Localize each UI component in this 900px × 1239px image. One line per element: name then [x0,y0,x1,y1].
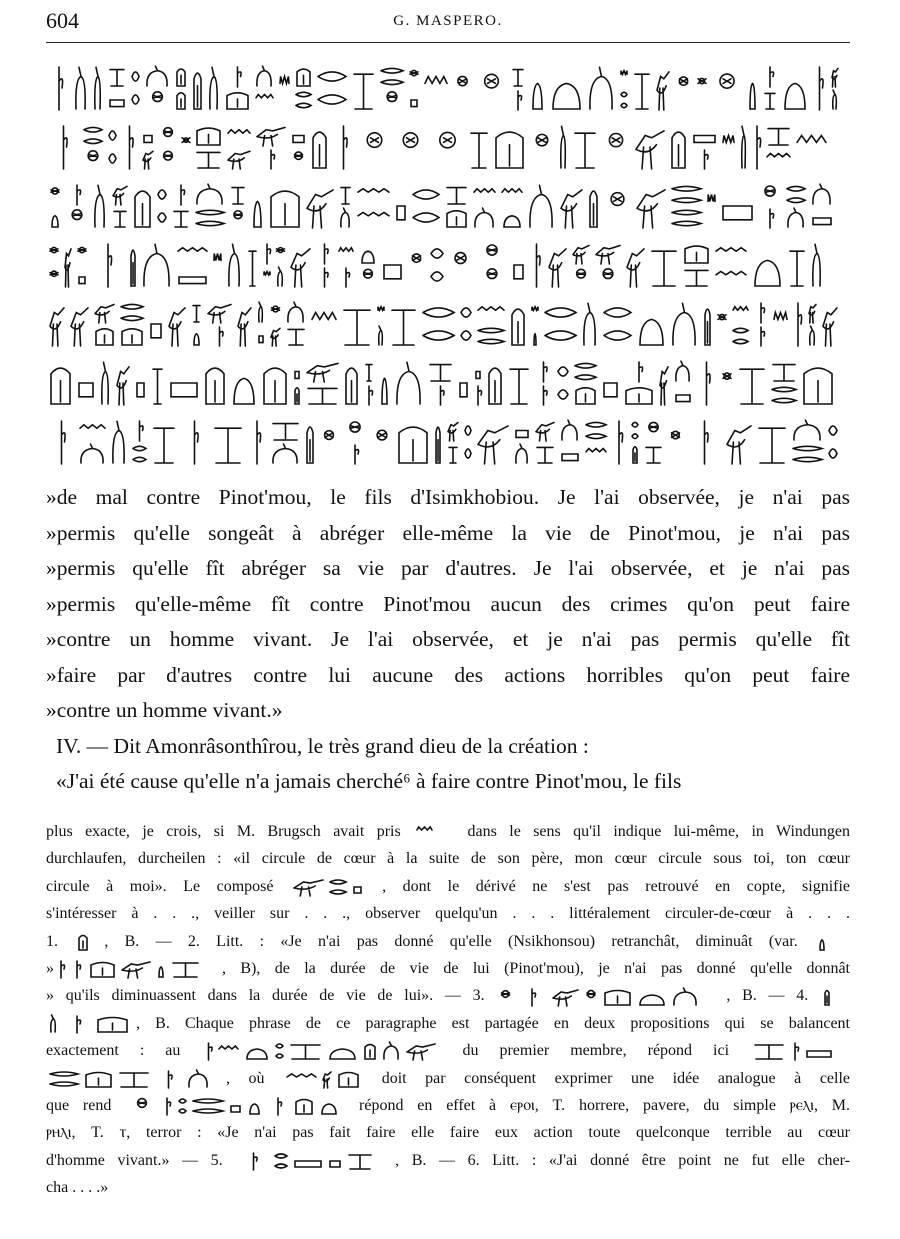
translation-line: »contre un homme vivant. Je l'ai observée, et je n'ai pas permis qu'elle fît [46,627,850,651]
hieroglyph-inline [750,1040,850,1062]
footnote-text: du premier membre, répond ici [462,1042,730,1060]
footnote-line: cha . . . .» [46,1179,109,1197]
footnote-line [46,928,850,955]
hieroglyph-line-4 [46,241,850,289]
footnote-text: » qu'ils diminuassent dans la durée de vie de lui». — 3. [46,987,485,1005]
translation-line: »de mal contre Pinot'mou, le fils d'Isimkhobiou. Je l'ai observée, je n'ai pas [46,485,850,509]
hieroglyph-line [46,64,850,112]
hieroglyph-line [46,182,850,230]
hieroglyph-inline [125,1095,345,1117]
footnote-text: » [46,959,54,977]
footnote-text: , B. — 6. Litt. : «J'ai donné être point ne fut elle cher- [395,1151,850,1169]
footnote-line: durchlaufen, durcheilen : «il circule de cœur à la suite de son père, mon cœur circule sous toi, ton cœur [46,850,850,868]
hieroglyphic-text-block [46,64,850,477]
hieroglyph-inline [201,1040,441,1062]
footnote-text: plus exacte, je crois, si M. Brugsch avait pris [46,823,401,840]
hieroglyph-line [46,418,850,466]
footnote-text: , B), de la durée de vie de lui (Pinot'mou), je n'ai pas donné qu'elle donnât [222,959,850,977]
hieroglyph-line [46,300,850,348]
footnote-text: dans le sens qu'il indique lui-même, in Windungen [467,823,851,840]
hieroglyph-inline [413,821,455,843]
footnote-line [46,1065,850,1092]
footnote-text: d'homme vivant.» — 5. [46,1151,223,1169]
footnote-line [46,818,850,845]
footnote-text: exactement : au [46,1042,181,1060]
hieroglyph-line-6 [46,359,850,407]
hieroglyph-inline [290,876,382,898]
hieroglyph-inline [235,1150,395,1172]
footnote-line [46,1092,850,1119]
translation-line: »permis qu'elle-même fît contre Pinot'mou aucun des crimes qu'on peut faire [46,591,850,616]
footnote-text: , B. Chaque phrase de ce paragraphe est partagée en deux propositions qui se balancent [136,1014,850,1032]
hieroglyph-line-2 [46,123,850,171]
footnote-line: ⲣⲏⲗⲓ, T. ⲧ, terror : «Je n'ai pas fait faire elle faire eux action toute quelconque terrible au cœur [46,1124,850,1142]
footnote-text: circule à moi». Le composé [46,877,274,895]
translation-line: »permis qu'elle fît abréger sa vie par d'autres. Je l'ai observée, et je n'ai pas [46,556,850,580]
footnote-text: , B. — 2. Litt. : «Je n'ai pas donné qu'elle (Nsikhonsou) retranchât, diminuât (var. [104,932,798,950]
hieroglyph-inline [496,986,726,1008]
quote-line: «J'ai été cause qu'elle n'a jamais cherché⁶ à faire contre Pinot'mou, le fils [56,769,682,793]
hieroglyph-inline [74,931,104,953]
hieroglyph-line [46,241,850,289]
footnote-line [46,873,850,900]
page-header [46,8,850,38]
footnote-text: 1. [46,932,58,950]
translation-text [46,480,850,800]
footnote-text: , où [226,1069,265,1087]
hieroglyph-line [46,359,850,407]
footnote-text: doit par conséquent exprimer une idée analogue à celle [381,1069,851,1087]
hieroglyph-inline [54,958,222,980]
running-head: G. MASPERO. [393,13,503,29]
footnote-line [46,1037,850,1064]
footnote-line: s'intéresser à . . ., veiller sur . . ., observer quelqu'un . . . littéralement circuler-de-cœur à . . . [46,905,850,923]
footnote-line [46,1147,850,1174]
footnote-text: que rend [46,1096,112,1114]
footnote-line [46,982,850,1009]
hieroglyph-inline [283,1068,363,1090]
header-rule [46,42,850,43]
section-heading: IV. — Dit Amonrâsonthîrou, le très grand dieu de la création : [56,733,589,758]
translation-line: »faire par d'autres contre lui aucune des actions horribles qu'on peut faire [46,662,850,687]
hieroglyph-line-3 [46,182,850,230]
hieroglyph-line-5 [46,300,850,348]
footnote-line [46,955,850,982]
page-number: 604 [46,8,79,33]
translation-line: »contre un homme vivant.» [46,698,283,722]
hieroglyph-inline [46,1013,136,1035]
footnote-text: , B. — 4. [726,987,809,1005]
hieroglyph-inline [820,986,850,1008]
hieroglyph-inline [814,931,850,953]
hieroglyph-line-7 [46,418,850,466]
footnotes [46,818,850,1201]
hieroglyph-line-1 [46,64,850,112]
footnote-text: répond en effet à ⲉⲣⲟⲓ, T. horrere, pavere, du simple ⲣⲉⲗⲓ, M. [359,1096,850,1114]
footnote-text: , dont le dérivé ne s'est pas retrouvé en copte, signifie [382,877,851,895]
hieroglyph-line [46,123,850,171]
translation-line: »permis qu'elle songeât à abréger elle-même la vie de Pinot'mou, je n'ai pas [46,520,850,545]
hieroglyph-inline [46,1068,226,1090]
footnote-line [46,1010,850,1037]
